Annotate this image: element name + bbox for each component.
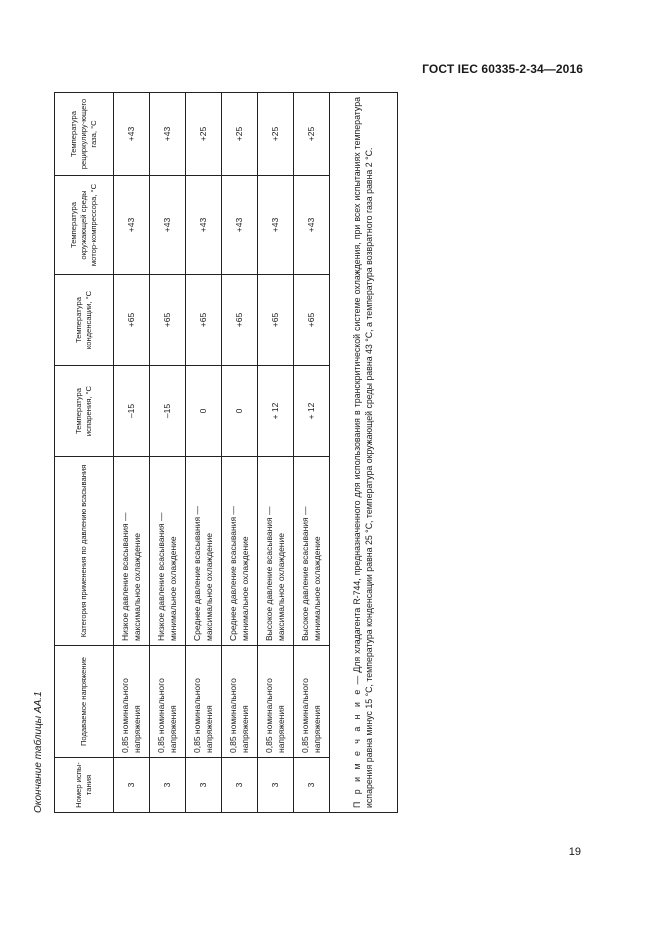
cell-condensation-temp: +65 (186, 275, 222, 366)
header-ambient-temp: Температура окружающей среды мотор-компрессора, °С (55, 176, 114, 275)
cell-test-number: 3 (150, 758, 186, 813)
table-caption: Окончание таблицы АА.1 (33, 691, 44, 813)
cell-condensation-temp: +65 (114, 275, 150, 366)
cell-voltage: 0,85 номинального напряжения (186, 646, 222, 758)
cell-evaporation-temp: 0 (186, 366, 222, 457)
cell-voltage: 0,85 номинального напряжения (294, 646, 330, 758)
table-note (330, 93, 398, 813)
cell-test-number: 3 (222, 758, 258, 813)
cell-condensation-temp: +65 (258, 275, 294, 366)
cell-evaporation-temp: 0 (222, 366, 258, 457)
cell-condensation-temp: +65 (294, 275, 330, 366)
table-row (294, 93, 330, 813)
cell-return-gas-temp: +25 (294, 93, 330, 176)
cell-return-gas-temp: +25 (258, 93, 294, 176)
cell-return-gas-temp: +43 (114, 93, 150, 176)
header-evaporation-temp: Температура испарения, °С (55, 366, 114, 457)
cell-return-gas-temp: +25 (222, 93, 258, 176)
cell-test-number: 3 (294, 758, 330, 813)
note-text: — Для хладагента R-744, предназначенного для использования в транскритической системе охлаждения, при всех испытаниях температура испарения равна минус 15 °С, температура конденсации равна 25 °С, температура окружающей среды равна 43 °С, а температура возвратного газа равна 2 °С. (351, 97, 374, 808)
header-suction-category: Категория применения по давлению всасывания (55, 457, 114, 646)
cell-ambient-temp: +43 (258, 176, 294, 275)
cell-return-gas-temp: +43 (150, 93, 186, 176)
rotated-table-block (33, 93, 398, 813)
header-condensation-temp: Температура конденсации, °С (55, 275, 114, 366)
cell-evaporation-temp: –15 (114, 366, 150, 457)
header-voltage: Подаваемое напряжение (55, 646, 114, 758)
cell-return-gas-temp: +25 (186, 93, 222, 176)
cell-ambient-temp: +43 (222, 176, 258, 275)
cell-suction-category: Низкое давление всасывания — максимальное охлаждение (114, 457, 150, 646)
cell-suction-category: Низкое давление всасывания — минимальное охлаждение (150, 457, 186, 646)
cell-condensation-temp: +65 (222, 275, 258, 366)
cell-ambient-temp: +43 (114, 176, 150, 275)
document-code: ГОСТ IEC 60335-2-34—2016 (422, 62, 583, 76)
cell-evaporation-temp: –15 (150, 366, 186, 457)
cell-evaporation-temp: + 12 (258, 366, 294, 457)
header-test-number: Номер испы-тания (55, 758, 114, 813)
cell-test-number: 3 (114, 758, 150, 813)
test-conditions-table (54, 92, 398, 813)
cell-voltage: 0,85 номинального напряжения (222, 646, 258, 758)
table-row (186, 93, 222, 813)
table-row (222, 93, 258, 813)
cell-suction-category: Высокое давление всасывания — максимальное охлаждение (258, 457, 294, 646)
page-number: 19 (568, 846, 581, 858)
cell-suction-category: Высокое давление всасывания — минимальное охлаждение (294, 457, 330, 646)
cell-test-number: 3 (186, 758, 222, 813)
table-row (258, 93, 294, 813)
table-row (114, 93, 150, 813)
cell-condensation-temp: +65 (150, 275, 186, 366)
cell-voltage: 0,85 номинального напряжения (114, 646, 150, 758)
cell-test-number: 3 (258, 758, 294, 813)
header-return-gas-temp: Температура рециркулиру-ющего газа, °С (55, 93, 114, 176)
table-note-row (330, 93, 398, 813)
cell-ambient-temp: +43 (294, 176, 330, 275)
cell-voltage: 0,85 номинального напряжения (258, 646, 294, 758)
cell-ambient-temp: +43 (150, 176, 186, 275)
cell-suction-category: Среднее давление всасывания — минимальное охлаждение (222, 457, 258, 646)
table-header-row (55, 93, 114, 813)
cell-suction-category: Среднее давление всасывания — максимальное охлаждение (186, 457, 222, 646)
note-label: П р и м е ч а н и е (351, 687, 362, 808)
cell-ambient-temp: +43 (186, 176, 222, 275)
cell-evaporation-temp: + 12 (294, 366, 330, 457)
cell-voltage: 0,85 номинального напряжения (150, 646, 186, 758)
table-row (150, 93, 186, 813)
